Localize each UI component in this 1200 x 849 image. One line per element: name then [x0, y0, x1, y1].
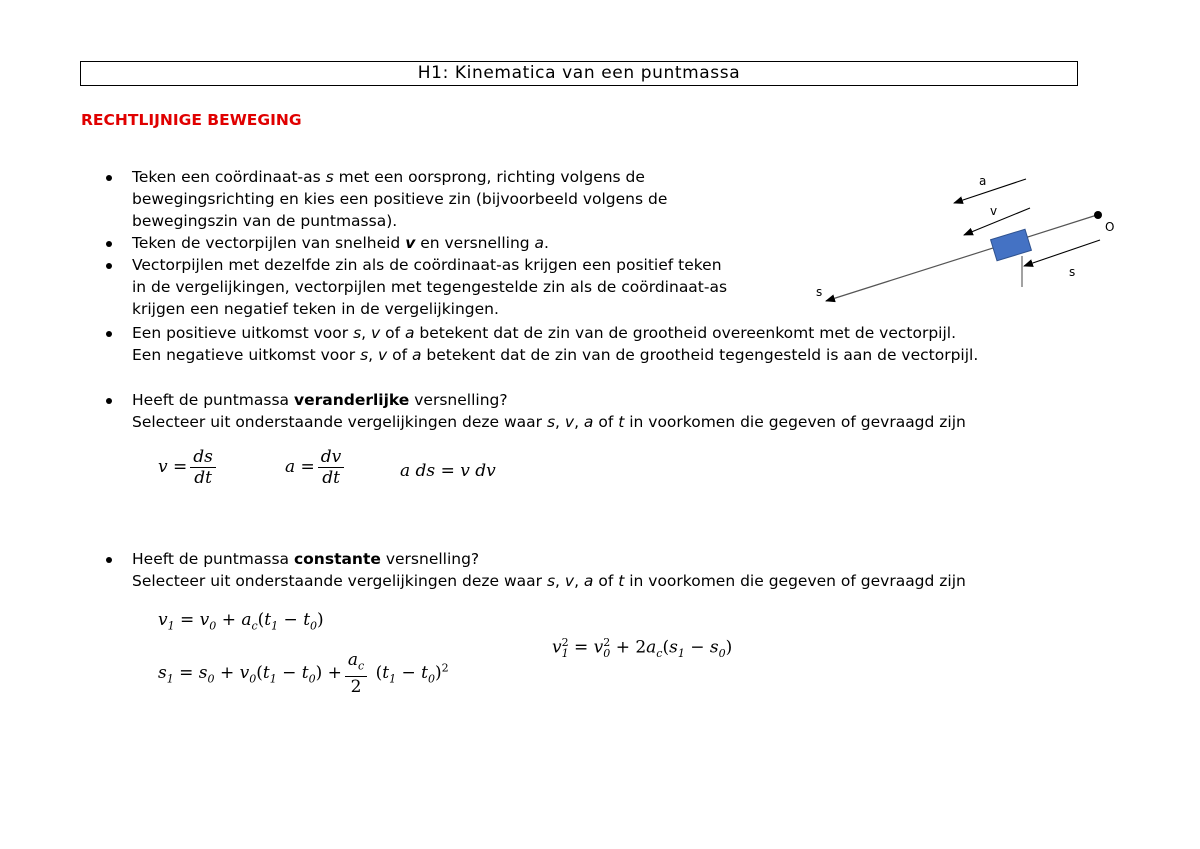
text: en versnelling [415, 234, 535, 252]
text: of [380, 324, 405, 342]
text: Teken de vectorpijlen van snelheid [132, 234, 406, 252]
text: betekent dat de zin van de grootheid overeenkomt met de vectorpijl. [414, 324, 957, 342]
equation-v1: $v_1 = v_0 + a_c(t_1 - t_0)$ [158, 610, 324, 633]
section-heading: RECHTLIJNIGE BEWEGING [81, 111, 302, 129]
text: Heeft de puntmassa [132, 550, 294, 568]
bullet-5-line-1 [132, 389, 508, 411]
equation-a-dv-dt: a = $\frac{dv}{dt}$ [285, 447, 347, 488]
bullet-dot [106, 398, 112, 404]
label-origin: O [1105, 220, 1115, 234]
symbol-s: s [546, 572, 556, 590]
bullet-1-line-3: bewegingszin van de puntmassa). [132, 212, 398, 230]
symbol-t: t [618, 572, 625, 590]
symbol-a: a [534, 234, 545, 252]
label-a: a [979, 174, 987, 188]
text: , [368, 346, 379, 364]
equation-v-ds-dt: v = $\frac{ds}{dt}$ [158, 447, 219, 488]
coordinate-axis [826, 215, 1097, 301]
bullet-3-line-2: in de vergelijkingen, vectorpijlen met tegengestelde zin als de coördinaat-as [132, 278, 728, 296]
text: . [544, 234, 549, 252]
origin-point [1094, 211, 1102, 219]
text: in voorkomen die gegeven of gevraagd zijn [624, 572, 966, 590]
text: Heeft de puntmassa [132, 391, 294, 409]
text: versnelling? [380, 550, 480, 568]
symbol-a: a [405, 324, 415, 342]
bullet-dot [106, 331, 112, 337]
bullet-6-line-1 [132, 548, 479, 570]
motion-diagram [810, 165, 1120, 310]
text: Teken een coördinaat-as [132, 168, 326, 186]
symbol-s: s [360, 346, 369, 364]
bullet-6-line-2 [132, 570, 966, 592]
bullet-dot [106, 263, 112, 269]
text: , [555, 572, 565, 590]
bullet-3-line-1: Vectorpijlen met dezelfde zin als de coördinaat-as krijgen een positief teken [132, 256, 722, 274]
text: Selecteer uit onderstaande vergelijkingen deze waar [132, 572, 547, 590]
label-s-axis: s [816, 285, 823, 299]
symbol-s: s [325, 168, 334, 186]
text: in voorkomen die gegeven of gevraagd zijn [624, 413, 966, 431]
bullet-dot [106, 175, 112, 181]
page-title: H1: Kinematica van een puntmassa [80, 61, 1078, 86]
text: of [387, 346, 412, 364]
text: Selecteer uit onderstaande vergelijkingen deze waar [132, 413, 547, 431]
text: of [593, 572, 619, 590]
symbol-v: v [378, 346, 388, 364]
symbol-a: a [583, 413, 594, 431]
symbol-v: v [405, 234, 416, 252]
symbol-a: a [583, 572, 594, 590]
equation-a-ds-v-dv: a ds = v dv [400, 461, 496, 481]
emphasis-constante: constante [293, 550, 381, 568]
acceleration-arrow [954, 179, 1026, 203]
bullet-1-line-1 [132, 166, 645, 188]
distance-arrow [1024, 240, 1100, 266]
text: Een negatieve uitkomst voor [132, 346, 361, 364]
symbol-t: t [618, 413, 625, 431]
bullet-4-line-1 [132, 322, 956, 344]
text: met een oorsprong, richting volgens de [333, 168, 645, 186]
bullet-dot [106, 241, 112, 247]
text: of [593, 413, 619, 431]
symbol-v: v [564, 413, 575, 431]
text: versnelling? [409, 391, 508, 409]
equation-s1: $s_1 = s_0 + v_0(t_1 - t_0)$ + $\frac{a_c}{2}$ $(t_1 - t_0)^2$ [158, 650, 449, 698]
text: , [361, 324, 372, 342]
symbol-s: s [546, 413, 556, 431]
equation-v1-squared: $v_1^2 = v_0^2 + 2a_c(s_1 - s_0)$ [552, 636, 733, 661]
text: , [555, 413, 565, 431]
symbol-a: a [412, 346, 422, 364]
text: betekent dat de zin van de grootheid tegengesteld is aan de vectorpijl. [421, 346, 979, 364]
label-v: v [990, 204, 998, 218]
mass-block [991, 229, 1032, 261]
bullet-3-line-3: krijgen een negatief teken in de vergelijkingen. [132, 300, 499, 318]
bullet-2-line [132, 232, 549, 254]
symbol-s: s [353, 324, 362, 342]
text: Een positieve uitkomst voor [132, 324, 354, 342]
bullet-1-line-2: bewegingsrichting en kies een positieve zin (bijvoorbeeld volgens de [132, 190, 668, 208]
bullet-4-line-2 [132, 344, 978, 366]
bullet-dot [106, 557, 112, 563]
symbol-v: v [371, 324, 381, 342]
text: , [574, 413, 584, 431]
bullet-5-line-2 [132, 411, 966, 433]
symbol-v: v [564, 572, 575, 590]
text: , [574, 572, 584, 590]
label-s-distance: s [1069, 265, 1076, 279]
emphasis-veranderlijke: veranderlijke [293, 391, 410, 409]
